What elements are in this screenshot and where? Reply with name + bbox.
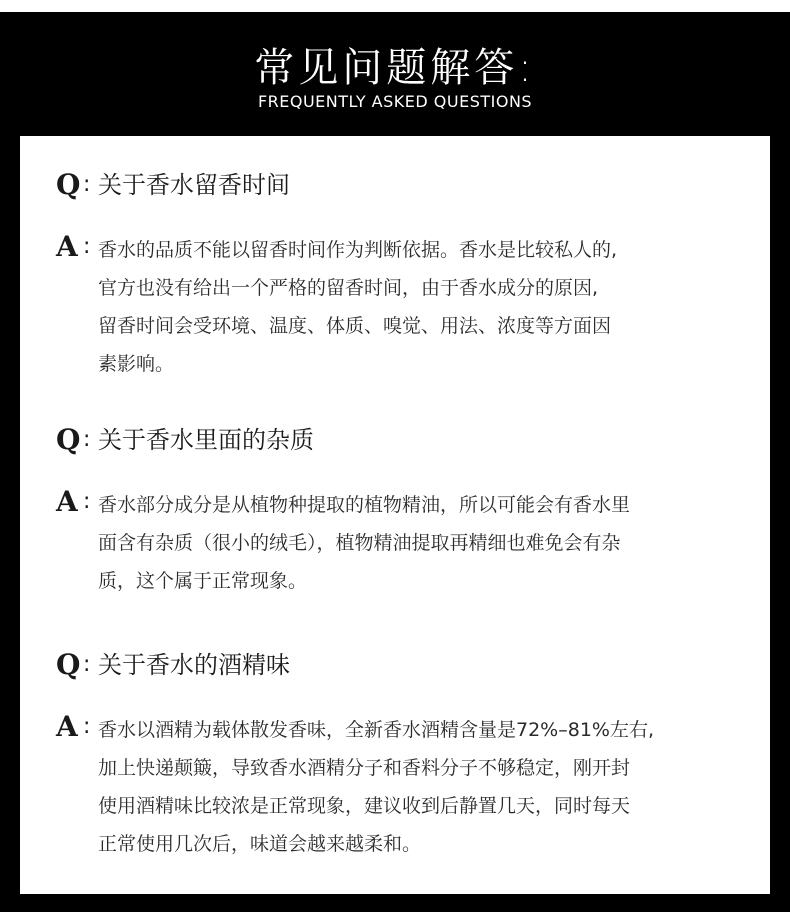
- question-colon: :: [83, 172, 91, 197]
- question-marker: Q: [56, 648, 81, 681]
- answer-row: [56, 486, 736, 600]
- answer-colon: :: [83, 714, 91, 739]
- answer-line: 面含有杂质（很小的绒毛），植物精油提取再精细也难免会有杂: [98, 532, 621, 554]
- question-row: [56, 645, 736, 685]
- answer-line: 香水的品质不能以留香时间作为判断依据。香水是比较私人的,: [98, 239, 618, 261]
- answer-line: 素影响。: [98, 353, 175, 375]
- answer-line: 正常使用几次后，味道会越来越柔和。: [98, 833, 422, 855]
- answer-line: 香水部分成分是从植物种提取的植物精油，所以可能会有香水里: [98, 494, 631, 516]
- faq-item: [56, 165, 736, 383]
- question-colon: :: [83, 652, 91, 677]
- answer-line: 使用酒精味比较浓是正常现象，建议收到后静置几天，同时每天: [98, 795, 631, 817]
- answer-line: 质，这个属于正常现象。: [98, 570, 308, 592]
- faq-item: [56, 420, 736, 600]
- answer-line: 官方也没有给出一个严格的留香时间，由于香水成分的原因,: [98, 277, 599, 299]
- answer-text: [98, 711, 736, 863]
- question-row: [56, 420, 736, 460]
- answer-marker: A: [56, 230, 78, 263]
- answer-text: [98, 486, 736, 600]
- answer-row: [56, 711, 736, 863]
- answer-marker: A: [56, 485, 78, 518]
- answer-line: 香水以酒精为载体散发香味，全新香水酒精含量是72%–81%左右,: [98, 719, 655, 741]
- answer-marker: A: [56, 710, 78, 743]
- question-text: 关于香水的酒精味: [98, 651, 290, 679]
- answer-line: 留香时间会受环境、温度、体质、嗅觉、用法、浓度等方面因: [98, 315, 612, 337]
- question-marker: Q: [56, 423, 81, 456]
- faq-item: [56, 645, 736, 863]
- page-title: 常见问题解答:: [254, 45, 536, 91]
- answer-colon: :: [83, 489, 91, 514]
- question-marker: Q: [56, 168, 81, 201]
- answer-colon: :: [83, 234, 91, 259]
- page-subtitle: FREQUENTLY ASKED QUESTIONS: [257, 92, 533, 111]
- question-colon: :: [83, 427, 91, 452]
- question-text: 关于香水里面的杂质: [98, 426, 314, 454]
- answer-row: [56, 231, 736, 383]
- question-text: 关于香水留香时间: [98, 171, 290, 199]
- answer-text: [98, 231, 736, 383]
- answer-line: 加上快递颠簸，导致香水酒精分子和香料分子不够稳定，刚开封: [98, 757, 631, 779]
- question-row: [56, 165, 736, 205]
